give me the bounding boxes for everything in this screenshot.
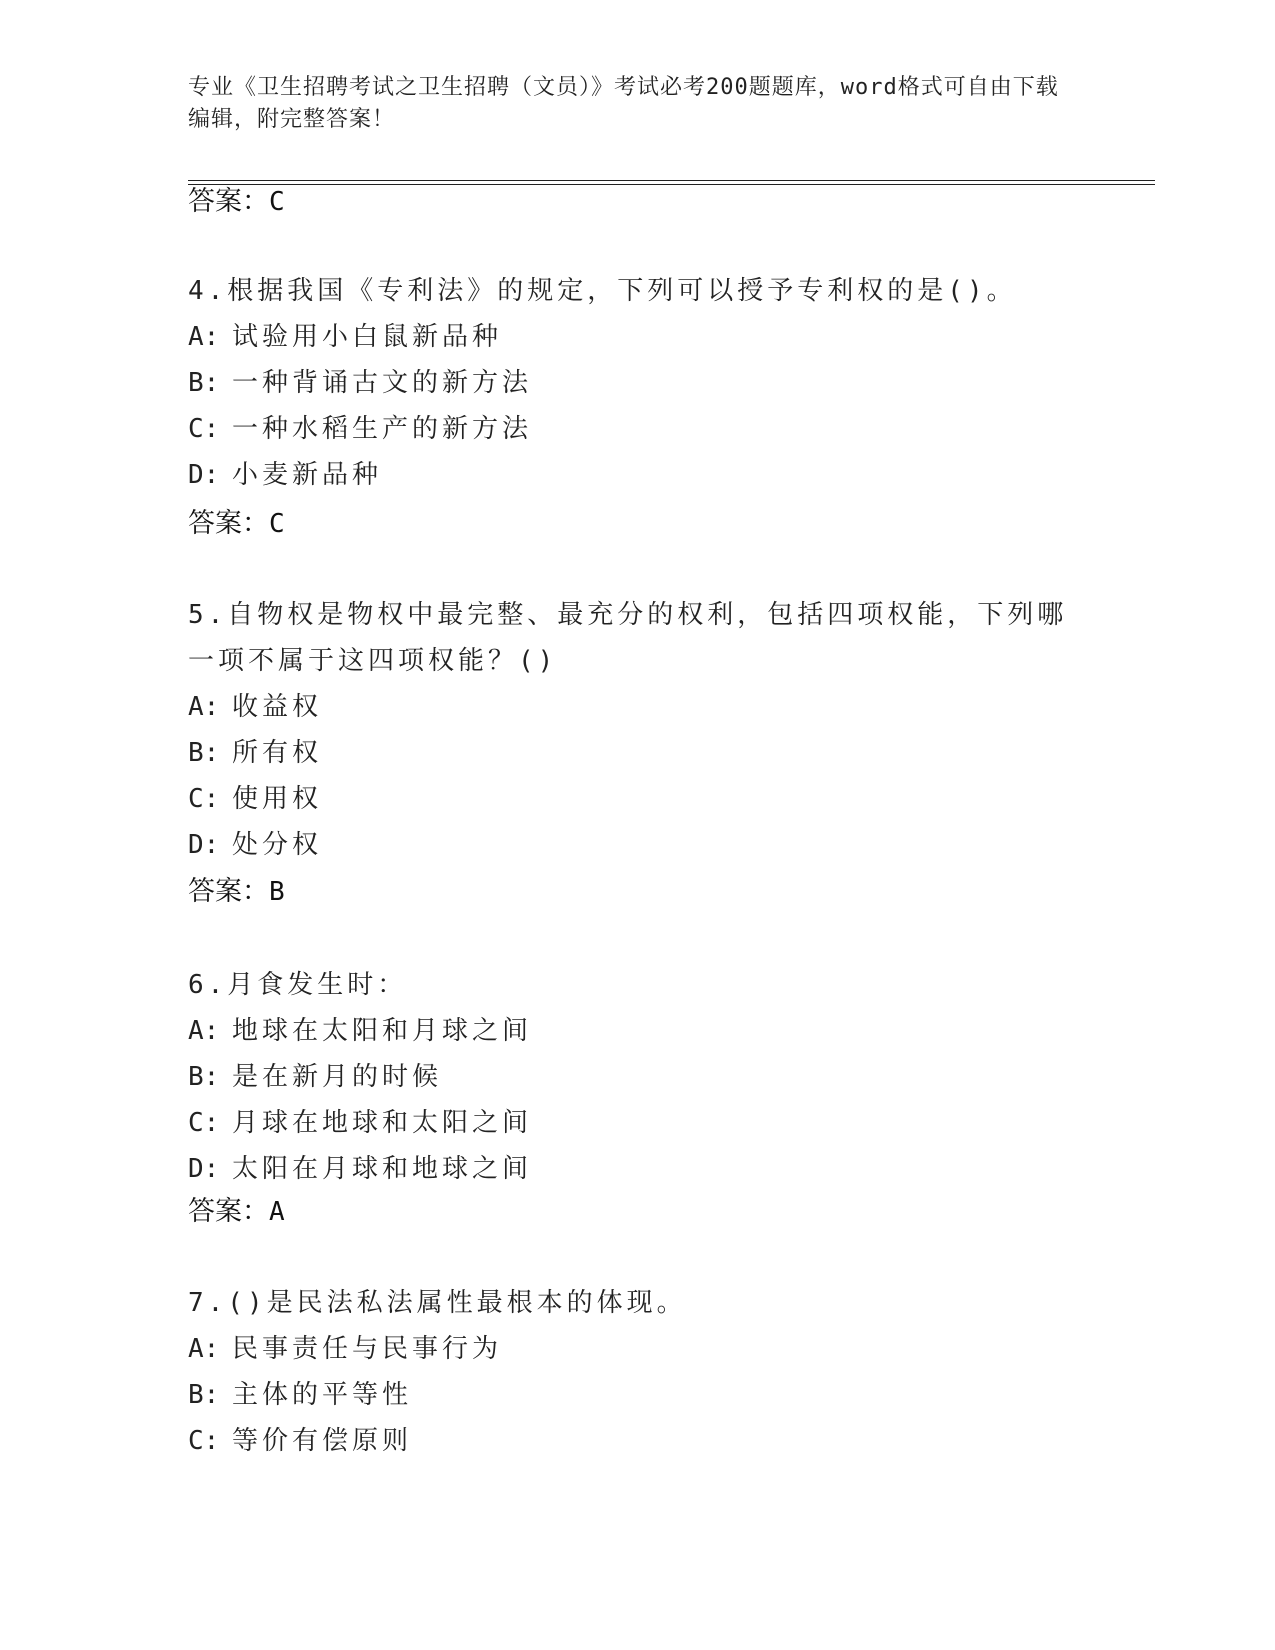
- option-b: [188, 1372, 1068, 1418]
- option-text: 月球在地球和太阳之间: [232, 1108, 533, 1138]
- question-text: 6.月食发生时：: [188, 970, 408, 1000]
- option-text: 小麦新品种: [232, 460, 383, 490]
- question-text: 4.根据我国《专利法》的规定，下列可以授予专利权的是()。: [188, 276, 1017, 306]
- option-b: [188, 730, 1068, 776]
- option-text: 试验用小白鼠新品种: [232, 322, 503, 352]
- option-c: [188, 1100, 1068, 1146]
- option-text: 一种背诵古文的新方法: [232, 368, 533, 398]
- question-text: 7.()是民法私法属性最根本的体现。: [188, 1288, 687, 1318]
- question-6: [188, 962, 1068, 1192]
- option-key: C:: [188, 414, 220, 444]
- answer-value: A: [269, 1197, 285, 1227]
- option-key: B:: [188, 368, 220, 398]
- answer-value: C: [269, 509, 285, 539]
- answer-line: [188, 1194, 285, 1230]
- option-b: [188, 360, 1068, 406]
- option-text: 收益权: [232, 692, 323, 722]
- question-4: [188, 268, 1068, 498]
- option-key: B:: [188, 738, 220, 768]
- header-divider-top: [188, 180, 1155, 181]
- option-text: 处分权: [232, 830, 323, 860]
- option-key: D:: [188, 1154, 220, 1184]
- option-a: [188, 314, 1068, 360]
- question-5: [188, 592, 1068, 868]
- option-c: [188, 776, 1068, 822]
- option-d: [188, 1146, 1068, 1192]
- option-text: 所有权: [232, 738, 323, 768]
- option-c: [188, 406, 1068, 452]
- option-key: B:: [188, 1380, 220, 1410]
- option-text: 一种水稻生产的新方法: [232, 414, 533, 444]
- option-b: [188, 1054, 1068, 1100]
- option-text: 民事责任与民事行为: [232, 1334, 503, 1364]
- option-key: A:: [188, 1334, 220, 1364]
- answer-label: 答案：: [188, 876, 269, 907]
- question-7: [188, 1280, 1068, 1464]
- option-a: [188, 1326, 1068, 1372]
- option-key: C:: [188, 1426, 220, 1456]
- option-key: B:: [188, 1062, 220, 1092]
- option-c: [188, 1418, 1068, 1464]
- document-header: 专业《卫生招聘考试之卫生招聘（文员）》考试必考200题题库，word格式可自由下载编辑，附完整答案！: [188, 75, 1059, 132]
- option-d: [188, 822, 1068, 868]
- answer-label: 答案：: [188, 1196, 269, 1227]
- option-d: [188, 452, 1068, 498]
- answer-line: [188, 506, 285, 542]
- question-text: 5.自物权是物权中最完整、最充分的权利，包括四项权能，下列哪一项不属于这四项权能？(): [188, 600, 1068, 676]
- option-a: [188, 684, 1068, 730]
- option-text: 主体的平等性: [232, 1380, 413, 1410]
- option-text: 使用权: [232, 784, 323, 814]
- option-key: C:: [188, 784, 220, 814]
- option-a: [188, 1008, 1068, 1054]
- option-key: A:: [188, 1016, 220, 1046]
- option-key: A:: [188, 322, 220, 352]
- option-key: D:: [188, 460, 220, 490]
- option-key: C:: [188, 1108, 220, 1138]
- answer-value: C: [269, 187, 285, 217]
- answer-label: 答案：: [188, 186, 269, 217]
- option-text: 太阳在月球和地球之间: [232, 1154, 533, 1184]
- option-text: 是在新月的时候: [232, 1062, 443, 1092]
- option-key: A:: [188, 692, 220, 722]
- option-text: 等价有偿原则: [232, 1426, 413, 1456]
- answer-line: [188, 184, 285, 220]
- answer-label: 答案：: [188, 508, 269, 539]
- answer-value: B: [269, 877, 285, 907]
- option-text: 地球在太阳和月球之间: [232, 1016, 533, 1046]
- answer-line: [188, 874, 285, 910]
- option-key: D:: [188, 830, 220, 860]
- header-divider-bottom: [188, 184, 1155, 185]
